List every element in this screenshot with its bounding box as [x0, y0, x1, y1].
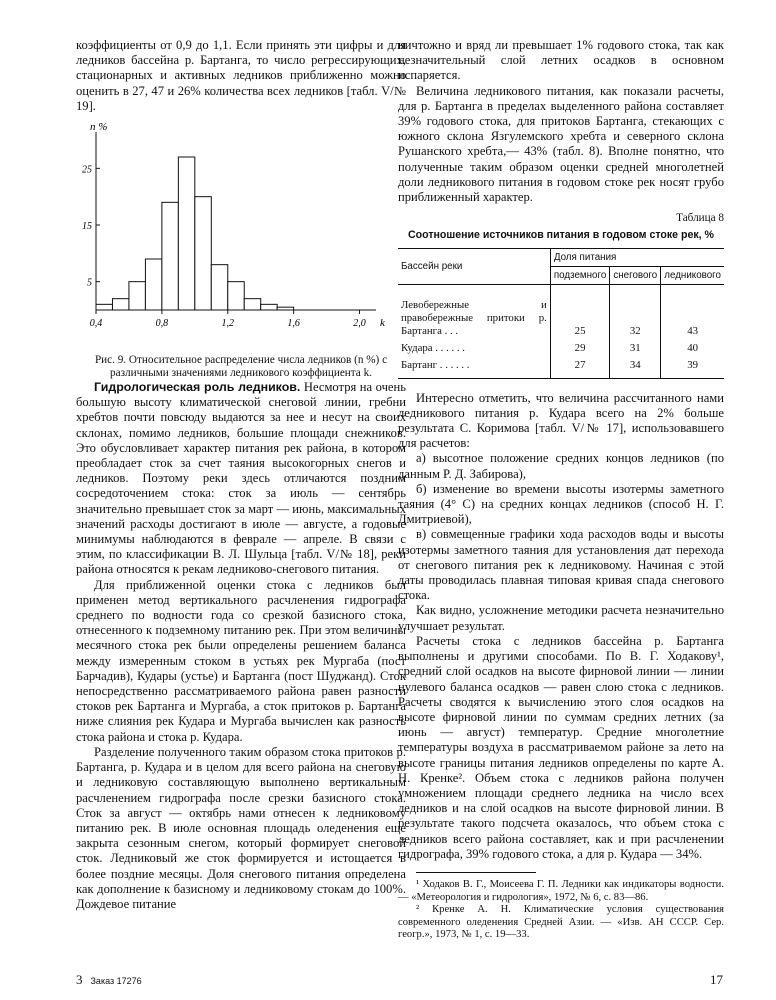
- x-tick-label: 2,0: [353, 318, 366, 330]
- table-header-snow: снегового: [610, 266, 661, 284]
- histogram-bar: [96, 304, 112, 310]
- left-paragraph-1: коэффициенты от 0,9 до 1,1. Если принять эти цифры и для ледников бассейна р. Бартанга, то число регрессирующих, стационарных и активных ледников приближенно можно оценить в 27, 47 и 26% количества всех ледников [табл. V/№ 19].: [76, 38, 406, 113]
- table-row: [398, 340, 724, 357]
- histogram-bar: [211, 265, 227, 310]
- signature-mark: [76, 972, 142, 988]
- table-header-underground: подземного: [550, 266, 610, 284]
- order-number: Заказ 17276: [90, 976, 142, 986]
- figure-caption: Рис. 9. Относительное распределение числа ледников (n %) с различными значениями ледникового коэффициента k.: [94, 354, 388, 380]
- histogram-bar: [261, 304, 277, 310]
- row-name: Левобережные и правобережные притоки р. Бартанга . . .: [401, 298, 547, 337]
- footnote-2: ² Кренке А. Н. Климатические условия существования современного оледенения Средней Азии. — «Изв. АН СССР. Сер. геогр.», 1973, № 1, с. 19—33.: [398, 904, 724, 941]
- row-value: 32: [610, 284, 661, 340]
- row-value: 34: [610, 357, 661, 379]
- y-tick-label: 5: [87, 277, 92, 289]
- row-name: Кудара . . . . . .: [401, 341, 465, 354]
- histogram-bar: [195, 197, 211, 310]
- figure-9-chart: [76, 118, 406, 348]
- list-item-b: б) изменение во времени высоты изотермы заметного таяния (4° C) на средних концах ледников (способ Н. Г. Дмитриевой),: [398, 481, 724, 527]
- histogram-bar: [228, 282, 244, 310]
- right-paragraph-3: Интересно отметить, что величина рассчитанного нами ледникового питания р. Кудара всего на 2% больше результата С. Коримова [табл. V/№ 17], использовавшего для расчетов:: [398, 390, 724, 451]
- footnote-divider: [416, 872, 536, 873]
- histogram-bar: [178, 157, 194, 310]
- left-paragraph-4: Разделение полученного таким образом стока притоков р. Бартанга, р. Кудара и в целом для всего района на снеговую и ледниковую составляющую выполнено вертикальным расчленением гидрографа после срезки базисного стока. Сток за август — октябрь нами отнесен к ледниковому питанию рек. В июле основная площадь оледенения еще закрыта сезонным снегом, который формирует снеговой сток. Ледниковый же сток формируется и истощается в более поздние месяцы. Доля снегового питания определена как дополнение к базисному и ледниковому стокам до 100%. Дождевое питание: [76, 744, 406, 911]
- sheet-number: 3: [76, 972, 83, 987]
- x-tick-label: 1,2: [221, 318, 235, 330]
- row-value: 43: [661, 284, 724, 340]
- table-title: Соотношение источников питания в годовом стоке рек, %: [408, 229, 714, 242]
- right-paragraph-1: ничтожно и вряд ли превышает 1% годового стока, так как незначительный слой летних осадков в основном испаряется.: [398, 38, 724, 83]
- table-header-share: Доля питания: [550, 248, 724, 266]
- y-tick-label: 15: [82, 221, 92, 233]
- row-name: Бартанг . . . . . .: [401, 358, 470, 371]
- right-paragraph-5: Расчеты стока с ледников бассейна р. Бартанга выполнены и другими способами. По В. Г. Ходакову¹, средний слой осадков на высоте фирновой линии — линии нулевого баланса осадков — равен слою стока с ледников. Расчеты сводятся к вычислению этого слоя осадков на высоте фирновой линии по суммам средних летних (за июнь — август) температур. Средние многолетние температуры воздуха в рассматриваемом районе за лето на высоте границы питания ледников определены по карте А. Н. Кренке². Объем стока с ледников района получен умножением площади среднего ледника на число всех ледников и на слой осадков на высоте фирновой линии. В результате такого подсчета оказалось, что объем стока с ледников всего района составляет, как и при расчленении гидрографа, 39% годового стока, а для р. Кудара — 34%.: [398, 633, 724, 861]
- histogram-bar: [277, 307, 293, 310]
- section-heading: Гидрологическая роль ледников.: [94, 380, 301, 395]
- y-axis-label: n %: [90, 121, 108, 134]
- row-value: 27: [550, 357, 610, 379]
- table-number: Таблица 8: [676, 212, 724, 225]
- x-tick-label: 0,8: [155, 318, 169, 330]
- footnote-1: ¹ Ходаков В. Г., Моисеева Г. П. Ледники как индикаторы водности. — «Метеорология и гидрология», 1972, № 6, с. 83—86.: [398, 878, 724, 903]
- y-tick-label: 25: [82, 164, 92, 176]
- x-tick-label: 0,4: [89, 318, 103, 330]
- right-column: [398, 38, 724, 942]
- histogram-bar: [129, 282, 145, 310]
- list-item-a: а) высотное положение средних концов ледников (по данным Р. Д. Забирова),: [398, 451, 724, 481]
- hydrology-text: Несмотря на очень большую высоту климатической снеговой линии, гребни хребтов почти повсюду выдаются за нее и несут на своих склонах, помимо ледников, большие площади снежников. Это обусловливает характер питания рек района, в котором преобладает сток за счет таяния высокогорных снегов и ледников. Поэтому реки здесь отличаются поздним сосредоточением стока: сток за июль — сентябрь значительно превышает сток за март — июнь, максимальных значений расходы достигают в июле — августе, а годовые минимумы наблюдаются в феврале — апреле. В связи с этим, по классификации В. Л. Шульца [табл. V/№ 18], реки района относятся к рекам ледниково-снегового питания.: [76, 380, 406, 577]
- row-value: 25: [550, 284, 610, 340]
- row-value: 29: [550, 340, 610, 357]
- histogram-bar: [162, 202, 178, 310]
- table-header-basin: Бассейн реки: [398, 248, 550, 284]
- histogram-svg: [76, 118, 406, 348]
- right-paragraph-2: Величина ледникового питания, как показали расчеты, для р. Бартанга в пределах выделенного района составляет 39% годового стока, для притоков Бартанга, стекающих с южного склона Язгулемского хребта и северного склона Рушанского хребта,— 43% (табл. 8). Вполне понятно, что полученные таким образом оценки средней многолетней доли ледникового питания в годовом стоке рек носят грубо приближенный характер.: [398, 83, 724, 205]
- row-value: 40: [661, 340, 724, 357]
- x-tick-label: 1,6: [287, 318, 300, 330]
- left-column: [76, 38, 406, 912]
- x-axis-label: k: [380, 317, 385, 330]
- histogram-bar: [244, 299, 260, 310]
- histogram-bar: [112, 299, 128, 310]
- right-paragraph-4: Как видно, усложнение методики расчета незначительно улучшает результат.: [398, 603, 724, 633]
- row-value: 39: [661, 357, 724, 379]
- table-row: [398, 284, 724, 340]
- left-paragraph-3: Для приближенной оценки стока с ледников был применен метод вертикального расчленения гидрографа среднего по водности года со срезкой базисного стока, отнесенного к подземному питанию рек. При этом величины месячного стока рек были определены решением баланса между измеренным стоком в устьях рек Мургаба (пост Барчадив), Кудары (устье) и Бартанга (пост Шуджанд). Сток непосредственно рассматриваемого района равен разности стоков рек Бартанга и Мургаба, а сток притоков р. Бартанга ниже слияния рек Кудара и Мургаба вычислен как разность стока района и стока р. Кудара.: [76, 577, 406, 744]
- histogram-bar: [145, 259, 161, 310]
- table-header-glacier: ледникового: [661, 266, 724, 284]
- hydrology-paragraph: [76, 380, 406, 578]
- table-row: [398, 357, 724, 379]
- list-item-c: в) совмещенные графики хода расходов воды и высоты изотермы заметного таяния для установления дат перехода от снегового питания рек к ледниковому. Начиная с этой даты проводилась плавная типовая кривая спада снегового стока.: [398, 527, 724, 603]
- page-number: 17: [710, 972, 723, 987]
- footnotes: [398, 879, 724, 942]
- row-value: 31: [610, 340, 661, 357]
- sources-table: [398, 248, 724, 379]
